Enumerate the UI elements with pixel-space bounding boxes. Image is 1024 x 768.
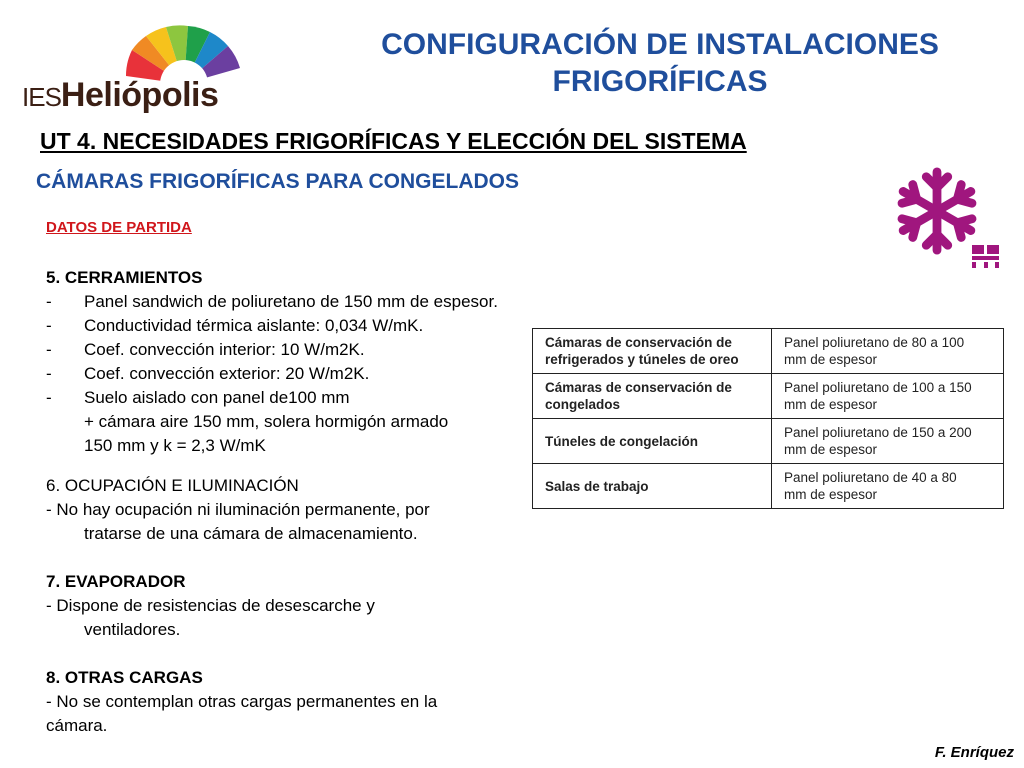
table-row [533,329,1004,374]
otras-cargas-line-1: - No se contemplan otras cargas permanentes en la [46,692,438,711]
snowflake-icon [893,166,981,256]
list-item-continuation: + cámara aire 150 mm, solera hormigón armado [84,412,449,431]
evaporador-block [46,570,375,642]
author-credit: F. Enríquez [934,744,1014,761]
ocupacion-line-1: - No hay ocupación ni iluminación permanente, por [46,500,430,519]
logo-name: Heliópolis [60,76,219,114]
datos-label: DATOS DE PARTIDA [46,219,192,236]
table-cell-panel: Panel poliuretano de 150 a 200 mm de espesor [772,419,1004,464]
page-title [300,26,1020,100]
table-row [533,419,1004,464]
table-cell-panel: Panel poliuretano de 40 a 80 mm de espesor [772,464,1004,509]
title-line-2: FRIGORÍFICAS [552,65,768,98]
title-line-1: CONFIGURACIÓN DE INSTALACIONES [381,28,939,61]
list-item: - Coef. convección exterior: 20 W/m2K. [46,364,370,383]
cerramientos-block [46,266,498,458]
ocupacion-line-2: tratarse de una cámara de almacenamiento. [84,524,418,543]
table-cell-type: Túneles de congelación [533,419,772,464]
table-cell-type: Salas de trabajo [533,464,772,509]
list-item: - Coef. convección interior: 10 W/m2K. [46,340,365,359]
cerramientos-heading: 5. CERRAMIENTOS [46,268,203,287]
list-item: - Conductividad térmica aislante: 0,034 W/mK. [46,316,424,335]
unit-heading: UT 4. NECESIDADES FRIGORÍFICAS Y ELECCIÓN DEL SISTEMA [40,128,747,154]
otras-cargas-heading: 8. OTRAS CARGAS [46,668,203,687]
table-cell-type: Cámaras de conservación de refrigerados y túneles de oreo [533,329,772,374]
table-row [533,464,1004,509]
list-item-continuation: 150 mm y k = 2,3 W/mK [84,436,266,455]
table-cell-panel: Panel poliuretano de 100 a 150 mm de espesor [772,374,1004,419]
evaporador-line-1: - Dispone de resistencias de desescarche y [46,596,375,615]
otras-cargas-line-2: cámara. [46,716,108,735]
logo-wordmark [22,76,218,115]
table-cell-type: Cámaras de conservación de congelados [533,374,772,419]
school-logo [22,16,244,116]
insulation-table [532,328,1004,509]
list-item: - Suelo aislado con panel de100 mm [46,388,350,407]
ocupacion-heading: 6. OCUPACIÓN E ILUMINACIÓN [46,476,299,495]
ocupacion-block [46,474,430,546]
evaporador-line-2: ventiladores. [84,620,181,639]
evaporador-heading: 7. EVAPORADOR [46,572,186,591]
list-item: - Panel sandwich de poliuretano de 150 mm de espesor. [46,292,498,311]
otras-cargas-block [46,666,437,738]
table-cell-panel: Panel poliuretano de 80 a 100 mm de espesor [772,329,1004,374]
pallet-icon [970,243,1002,269]
logo-prefix: IES [22,82,61,112]
section-heading: CÁMARAS FRIGORÍFICAS PARA CONGELADOS [36,170,519,193]
table-row [533,374,1004,419]
